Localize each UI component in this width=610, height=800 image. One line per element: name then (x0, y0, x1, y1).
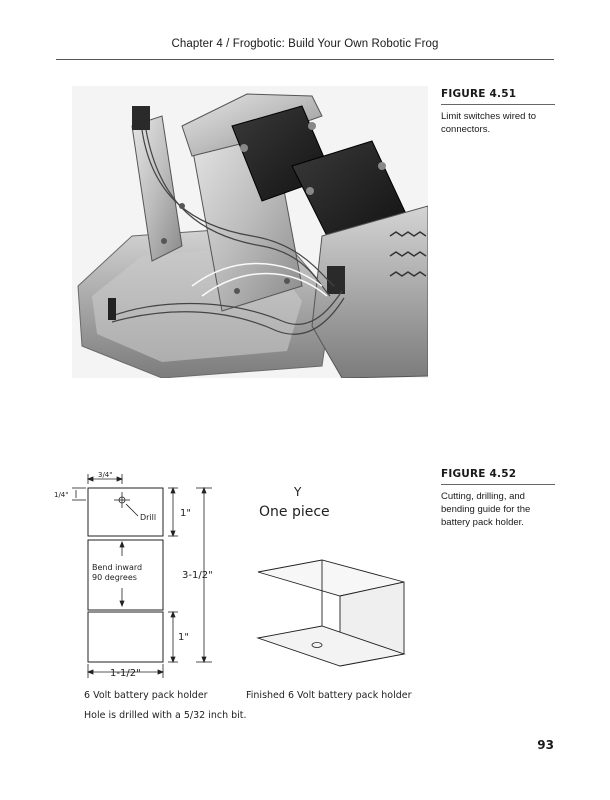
dim-bottom-section-label: 1" (178, 632, 189, 643)
finished-caption: Finished 6 Volt battery pack holder (246, 690, 412, 701)
connector (108, 298, 116, 320)
holder-caption: 6 Volt battery pack holder (84, 690, 208, 701)
hole-note: Hole is drilled with a 5/32 inch bit. (84, 710, 247, 721)
y-label: Y (294, 485, 302, 499)
figure-4-51-caption (441, 88, 555, 136)
limit-switch-left (132, 106, 150, 130)
figure-caption-text: Limit switches wired to connectors. (441, 111, 537, 135)
limit-switch-right (327, 266, 345, 294)
finished-holder (258, 560, 404, 666)
figure-label: FIGURE 4.51 (441, 88, 555, 105)
running-header: Chapter 4 / Frogbotic: Build Your Own Robotic Frog (171, 38, 439, 50)
one-piece-label: One piece (259, 504, 330, 520)
dim-total-height-label: 3-1/2" (182, 570, 213, 581)
figure-4-52-diagram (52, 468, 432, 730)
figure-4-52-caption (441, 468, 555, 529)
drill-label: Drill (140, 513, 157, 522)
dim-width-label: 1-1/2" (110, 668, 141, 679)
bend-label-line2: 90 degrees (92, 573, 137, 582)
header-rule (56, 59, 554, 60)
page-number: 93 (537, 738, 554, 752)
figure-4-51-photo (72, 86, 428, 378)
dim-bottom-section (168, 612, 178, 662)
dim-top-section-label: 1" (180, 508, 191, 519)
dim-hole-offset-label: 1/4" (54, 491, 69, 499)
figure-caption-text: Cutting, drilling, and bending guide for the battery pack holder. (441, 491, 531, 528)
dim-top-width-label: 3/4" (98, 471, 113, 479)
dim-top-section (168, 488, 178, 536)
figure-label: FIGURE 4.52 (441, 468, 555, 485)
dim-hole-offset (72, 488, 86, 500)
bend-label-line1: Bend inward (92, 563, 143, 572)
